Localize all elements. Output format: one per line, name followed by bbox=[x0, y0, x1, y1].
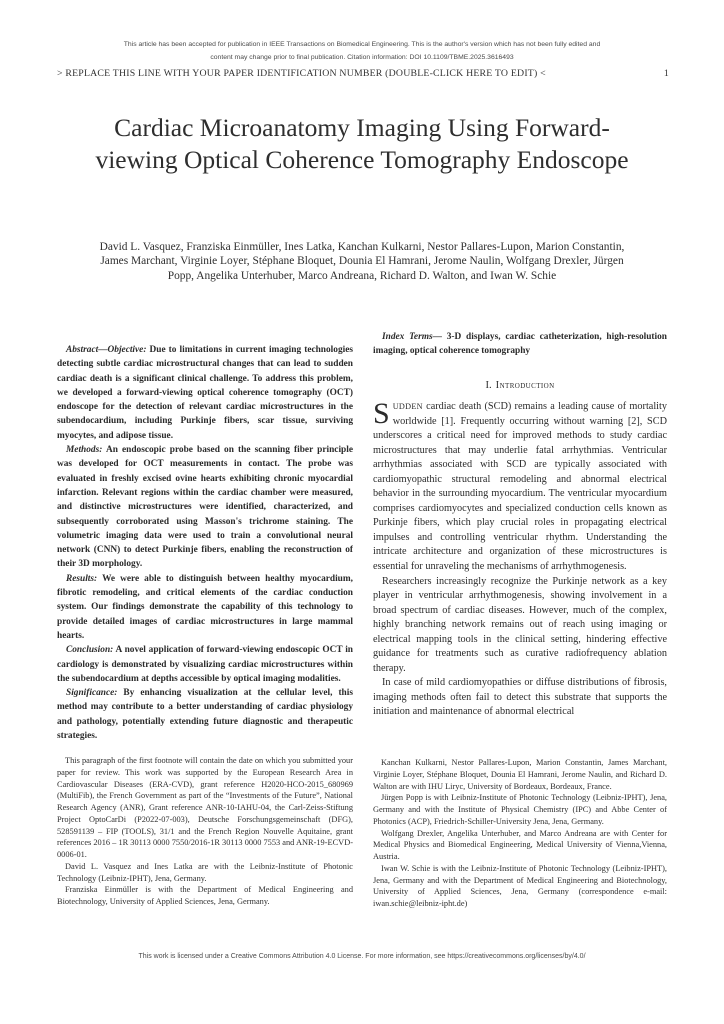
abstract-results-label: Results: bbox=[66, 573, 98, 584]
section-number: I. bbox=[485, 380, 492, 391]
footnote-funding: This paragraph of the first footnote will contain the date on which you submitted your paper for review. This work was supported by the European Research Area in Cardiovascular Diseases (ERA-CVD), grant reference H2020-HCO-2015_680969 (MultiFib), the French Government as part of the “Investments of the Future”, National Research Agency (ANR), Grant reference ANR-10-IAHU-04, the Carl-Zeiss-Stiftung Project OptoCarDi (P2022-07-003), Deutsche Forschungsgemeinschaft (DFG), 528591139 – FIP (TOOLS), 31/1 and the French Region Nouvelle Aquitaine, grant references 2016 – 1R 30113 0000 7550/2016-1R 30113 0000 7553 and ANR-19-ECVD-0006-01. bbox=[57, 756, 353, 859]
footnote-affiliation-popp: Jürgen Popp is with Leibniz-Institute of Photonic Technology (Leibniz-IPHT), Jena, Germany and with the Institute of Physical Chemistry (IPC) and Abbe Center of Photonics (ACP), Friedrich-Schiller-University Jena, Jena, Germany. bbox=[373, 793, 667, 826]
intro-paragraph-3: In case of mild cardiomyopathies or diffuse distributions of fibrosis, imaging methods often fail to detect this substrate that supports the initiation and maintenance of abnormal electrical bbox=[373, 677, 667, 718]
abstract-significance bbox=[57, 686, 353, 743]
abstract-methods-label: Methods: bbox=[66, 445, 103, 456]
section-title: Introduction bbox=[495, 380, 555, 391]
footnote-affiliation-vasquez-latka: David L. Vasquez and Ines Latka are with the Leibniz-Institute of Photonic Technology (Leibniz-IPHT), Jena, Germany. bbox=[57, 861, 353, 883]
abstract-significance-label: Significance: bbox=[66, 688, 118, 699]
drop-cap: S bbox=[373, 397, 390, 430]
footnote-affiliation-einmuller: Franziska Einmüller is with the Department of Medical Engineering and Biotechnology, University of Applied Sciences, Jena, Germany. bbox=[57, 885, 353, 906]
acceptance-notice-line2: content may change prior to final publication. Citation information: DOI 10.1109/TBME.2025.3616493 bbox=[210, 54, 514, 61]
abstract-significance-text: By enhancing visualization at the cellular level, this method may contribute to a better understanding of cardiac physiology and pathology, potentially extending future diagnostic and therapeutic strategies. bbox=[57, 688, 353, 742]
abstract-methods bbox=[57, 443, 353, 572]
abstract-results bbox=[57, 572, 353, 643]
section-heading-introduction bbox=[373, 380, 667, 391]
license-line: This work is licensed under a Creative Commons Attribution 4.0 License. For more information, see https://creativecommons.org/licenses/by/4.0/ bbox=[138, 953, 586, 960]
running-head bbox=[57, 68, 669, 79]
paper-title: Cardiac Microanatomy Imaging Using Forward-viewing Optical Coherence Tomography Endoscope bbox=[95, 113, 629, 174]
index-terms bbox=[373, 330, 667, 358]
abstract-conclusion-label: Conclusion: bbox=[66, 645, 114, 656]
abstract-conclusion-text: A novel application of forward-viewing endoscopic OCT in cardiology is demonstrated by visualizing cardiac microstructures within the subendocardium at depths accessible by optical imaging modalities. bbox=[57, 645, 353, 684]
acceptance-notice-line1: This article has been accepted for publication in IEEE Transactions on Biomedical Engineering. This is the author's version which has not been fully edited and bbox=[123, 41, 601, 48]
acceptance-notice bbox=[0, 38, 724, 64]
abstract-methods-text: An endoscopic probe based on the scanning fiber principle was developed for OCT measurements in contact. The probe was evaluated in freshly excised ovine hearts exhibiting chronic myocardial infarction. Relevant regions within the cardiac chamber were measured, and distinctive microstructures were identified, characterized, and subsequently corroborated using Masson's trichrome staining. The volumetric imaging data were used to train a convolutional neural network (CNN) to detect Purkinje fibers, enabling the reconstruction of their 3D morphology. bbox=[57, 445, 353, 570]
left-column bbox=[57, 343, 353, 753]
footnote-affiliation-vienna: Wolfgang Drexler, Angelika Unterhuber, and Marco Andreana are with Center for Medical Physics and Biomedical Engineering, Medical University of Vienna,Vienna, Austria. bbox=[373, 828, 667, 861]
footnote-block-right bbox=[373, 757, 667, 947]
running-head-text: > REPLACE THIS LINE WITH YOUR PAPER IDENTIFICATION NUMBER (DOUBLE-CLICK HERE TO EDIT) < bbox=[57, 68, 546, 79]
index-terms-text: 3-D displays, cardiac catheterization, high-resolution imaging, optical coherence tomography bbox=[373, 332, 667, 356]
abstract-objective-text: Due to limitations in current imaging technologies detecting subtle cardiac microstructural changes that can lead to sudden cardiac death is a significant clinical challenge. To address this problem, we developed a forward-viewing optical coherence tomography (OCT) endoscope for the detection of relevant cardiac microstructures in the subendocardium, including Purkinje fibers, scar tissue, surviving myocytes, and adipose tissue. bbox=[57, 345, 353, 441]
footnote-affiliation-schie: Iwan W. Schie is with the Leibniz-Institute of Photonic Technology (Leibniz-IPHT), Jena, Germany and with the Department of Medical Engineering and Biotechnology, University of Applied Sciences, Jena, Germany (correspondence e-mail: iwan.schie@leibniz-ipht.de) bbox=[373, 863, 667, 908]
abstract-objective-label: Abstract—Objective: bbox=[66, 345, 147, 355]
abstract-objective bbox=[57, 343, 353, 443]
abstract-results-text: We were able to distinguish between healthy myocardium, fibrotic remodeling, and critical elements of the cardiac conduction system. Our findings demonstrate the capability of this technology to provide detailed images of cardiac microstructures in large mammal hearts. bbox=[57, 573, 353, 641]
index-terms-label: Index Terms— bbox=[382, 332, 442, 342]
page-number: 1 bbox=[663, 68, 669, 79]
intro-paragraph-1-text: cardiac death (SCD) remains a leading cause of mortality worldwide [1]. Frequently occurring without warning [2], SCD underscores a critical need for improved methods to study cardiac microstructures that may underlie fatal arrhythmias. Ventricular arrhythmias associated with SCD are typically associated with cardiomyopathic structural remodeling and abnormal electrical behavior in the surrounding myocardium. The ventricular myocardium comprises cardiomyocytes and specialized conduction cells known as Purkinje fibers, which play crucial roles in propagating electrical impulses and controlling ventricular rhythm. Understanding the intricate architecture and organization of these microstructures is essential for unraveling the mechanisms of arrhythmogenesis. bbox=[373, 401, 667, 573]
intro-first-word-smallcaps: UDDEN bbox=[392, 402, 423, 411]
abstract-conclusion bbox=[57, 643, 353, 686]
footnote-block-left bbox=[57, 755, 353, 933]
intro-paragraph-1 bbox=[373, 397, 667, 575]
right-column bbox=[373, 330, 667, 756]
intro-paragraph-2: Researchers increasingly recognize the Purkinje network as a key player in ventricular arrhythmogenesis, showing involvement in a broad spectrum of cardiac diseases. However, much of the complex, highly branching network remains out of reach using imaging or electrical mapping tools in the clinical setting, hindering effective guidance for treatments such as curative radiofrequency ablation therapy. bbox=[373, 575, 667, 674]
footnote-affiliation-liryc: Kanchan Kulkarni, Nestor Pallares-Lupon, Marion Constantin, James Marchant, Virginie Loyer, Stéphane Bloquet, Dounia El Hamrani, Jerome Naulin, and Richard D. Walton are with IHU Liryc, University of Bordeaux, Bordeaux, France. bbox=[373, 758, 667, 791]
authors-line: David L. Vasquez, Franziska Einmüller, Ines Latka, Kanchan Kulkarni, Nestor Pallares-Lupon, Marion Constantin, James Marchant, Virginie Loyer, Stéphane Bloquet, Dounia El Hamrani, Jerome Naulin, Wolfgang Drexler, Jürgen Popp, Angelika Unterhuber, Marco Andreana, Richard D. Walton, and Iwan W. Schie bbox=[99, 241, 625, 282]
